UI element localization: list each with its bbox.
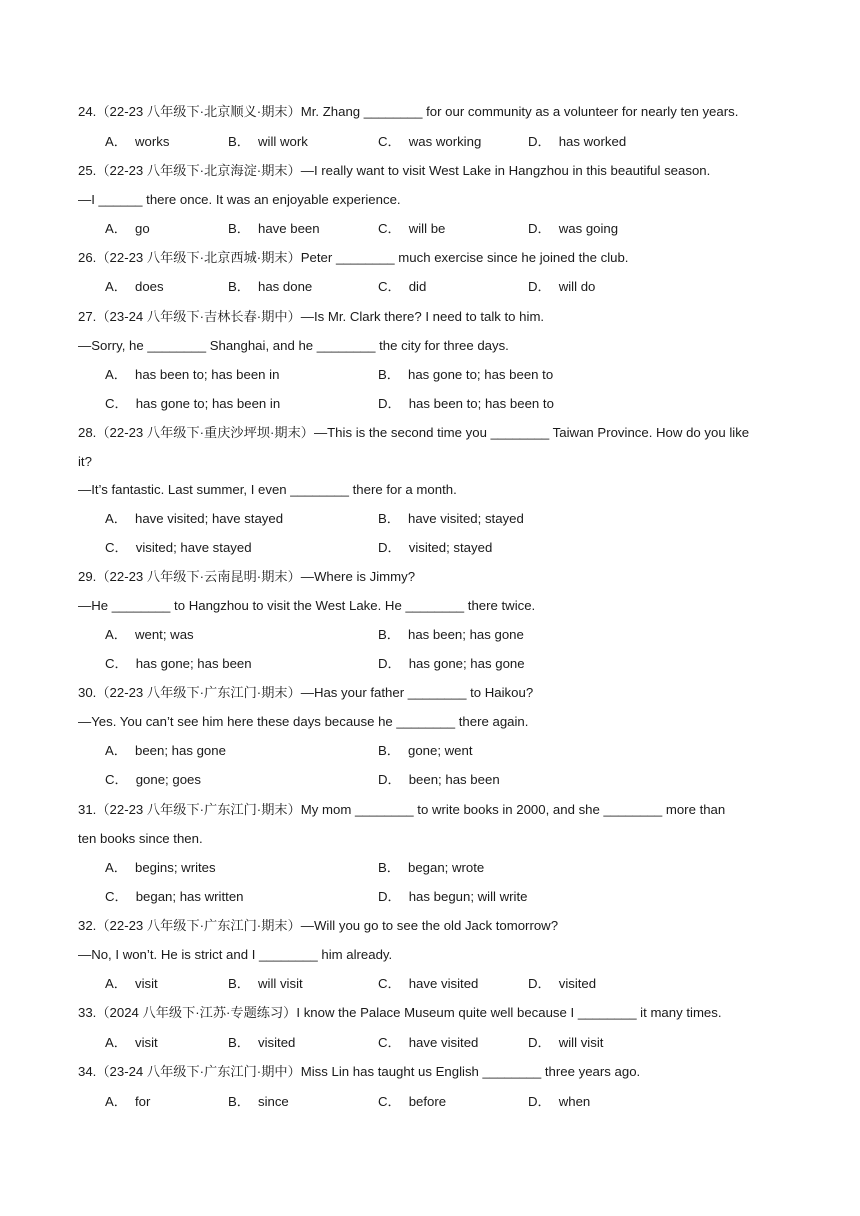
option-d: D． has been to; has been to bbox=[378, 396, 554, 411]
question-29-options-row-2 bbox=[0, 654, 860, 674]
option-b: B． visited bbox=[228, 1035, 296, 1050]
option-a: A． has been to; has been in bbox=[105, 367, 280, 382]
option-d: D． has begun; will write bbox=[378, 889, 528, 904]
question-28-stem-line-3: —It’s fantastic. Last summer, I even ________ there for a month. bbox=[78, 482, 457, 497]
option-b: B． will work bbox=[228, 134, 308, 149]
question-30-stem: 30.（22-23 八年级下·广东江门·期末）—Has your father ________ to Haikou? bbox=[78, 685, 534, 700]
question-24-stem: 24.（22-23 八年级下·北京顺义·期末）Mr. Zhang ________ for our community as a volunteer for nearly ten years. bbox=[78, 104, 739, 119]
question-31-options-row-2 bbox=[0, 887, 860, 907]
option-d: D． visited bbox=[528, 976, 597, 991]
option-a: A． visit bbox=[105, 1035, 158, 1050]
question-25-stem: 25.（22-23 八年级下·北京海淀·期末）—I really want to visit West Lake in Hangzhou in this beautiful season. bbox=[78, 163, 711, 178]
option-c: C． has gone; has been bbox=[105, 656, 252, 671]
question-27-stem-line-2: —Sorry, he ________ Shanghai, and he ________ the city for three days. bbox=[78, 338, 509, 353]
option-a: A． works bbox=[105, 134, 170, 149]
question-28-options-row-1 bbox=[0, 509, 860, 529]
option-c: C． visited; have stayed bbox=[105, 540, 252, 555]
option-c: C． began; has written bbox=[105, 889, 244, 904]
option-b: B． has done bbox=[228, 279, 313, 294]
option-c: C． have visited bbox=[378, 1035, 479, 1050]
question-24-options bbox=[0, 132, 860, 152]
option-b: B． have been bbox=[228, 221, 320, 236]
question-30-options-row-2 bbox=[0, 770, 860, 790]
question-27-options-row-1 bbox=[0, 365, 860, 385]
option-c: C． before bbox=[378, 1094, 447, 1109]
option-d: D． visited; stayed bbox=[378, 540, 493, 555]
option-b: B． has been; has gone bbox=[378, 627, 524, 642]
question-30-options-row-1 bbox=[0, 741, 860, 761]
option-b: B． since bbox=[228, 1094, 289, 1109]
question-31-stem-line-2: ten books since then. bbox=[78, 831, 203, 846]
option-d: D． was going bbox=[528, 221, 619, 236]
question-31-stem: 31.（22-23 八年级下·广东江门·期末）My mom ________ to write books in 2000, and she ________ more than bbox=[78, 802, 726, 817]
question-26-stem: 26.（22-23 八年级下·北京西城·期末）Peter ________ much exercise since he joined the club. bbox=[78, 250, 629, 265]
option-d: D． has worked bbox=[528, 134, 627, 149]
question-29-options-row-1 bbox=[0, 625, 860, 645]
option-c: C． has gone to; has been in bbox=[105, 396, 281, 411]
option-a: A． does bbox=[105, 279, 164, 294]
question-27-options-row-2 bbox=[0, 394, 860, 414]
option-b: B． have visited; stayed bbox=[378, 511, 524, 526]
question-32-options bbox=[0, 974, 860, 994]
question-29-stem: 29.（22-23 八年级下·云南昆明·期末）—Where is Jimmy? bbox=[78, 569, 416, 584]
question-26-options bbox=[0, 277, 860, 297]
option-c: C． did bbox=[378, 279, 427, 294]
option-a: A． went; was bbox=[105, 627, 194, 642]
option-c: C． will be bbox=[378, 221, 446, 236]
question-28-options-row-2 bbox=[0, 538, 860, 558]
question-32-stem-line-2: —No, I won’t. He is strict and I ________ him already. bbox=[78, 947, 393, 962]
option-d: D． has gone; has gone bbox=[378, 656, 525, 671]
question-25-stem-line-2: —I ______ there once. It was an enjoyable experience. bbox=[78, 192, 401, 207]
option-d: D． will do bbox=[528, 279, 596, 294]
option-c: C． have visited bbox=[378, 976, 479, 991]
option-a: A． for bbox=[105, 1094, 151, 1109]
question-31-options-row-1 bbox=[0, 858, 860, 878]
option-a: A． go bbox=[105, 221, 150, 236]
option-b: B． will visit bbox=[228, 976, 303, 991]
question-33-stem: 33.（2024 八年级下·江苏·专题练习）I know the Palace Museum quite well because I ________ it many times. bbox=[78, 1005, 722, 1020]
option-a: A． begins; writes bbox=[105, 860, 216, 875]
question-33-options bbox=[0, 1033, 860, 1053]
option-b: B． gone; went bbox=[378, 743, 473, 758]
option-a: A． visit bbox=[105, 976, 158, 991]
question-25-options bbox=[0, 219, 860, 239]
option-a: A． have visited; have stayed bbox=[105, 511, 284, 526]
option-c: C． was working bbox=[378, 134, 482, 149]
question-32-stem: 32.（22-23 八年级下·广东江门·期末）—Will you go to see the old Jack tomorrow? bbox=[78, 918, 559, 933]
question-34-options bbox=[0, 1092, 860, 1112]
question-28-stem: 28.（22-23 八年级下·重庆沙坪坝·期末）—This is the second time you ________ Taiwan Province. How do you like bbox=[78, 425, 750, 440]
option-a: A． been; has gone bbox=[105, 743, 226, 758]
question-27-stem: 27.（23-24 八年级下·吉林长春·期中）—Is Mr. Clark there? I need to talk to him. bbox=[78, 309, 545, 324]
option-c: C． gone; goes bbox=[105, 772, 201, 787]
question-30-stem-line-2: —Yes. You can’t see him here these days because he ________ there again. bbox=[78, 714, 529, 729]
question-34-stem: 34.（23-24 八年级下·广东江门·期中）Miss Lin has taught us English ________ three years ago. bbox=[78, 1064, 641, 1079]
question-28-stem-line-2: it? bbox=[78, 454, 92, 469]
option-b: B． began; wrote bbox=[378, 860, 485, 875]
option-d: D． when bbox=[528, 1094, 591, 1109]
option-d: D． been; has been bbox=[378, 772, 500, 787]
option-d: D． will visit bbox=[528, 1035, 604, 1050]
option-b: B． has gone to; has been to bbox=[378, 367, 554, 382]
question-29-stem-line-2: —He ________ to Hangzhou to visit the West Lake. He ________ there twice. bbox=[78, 598, 536, 613]
